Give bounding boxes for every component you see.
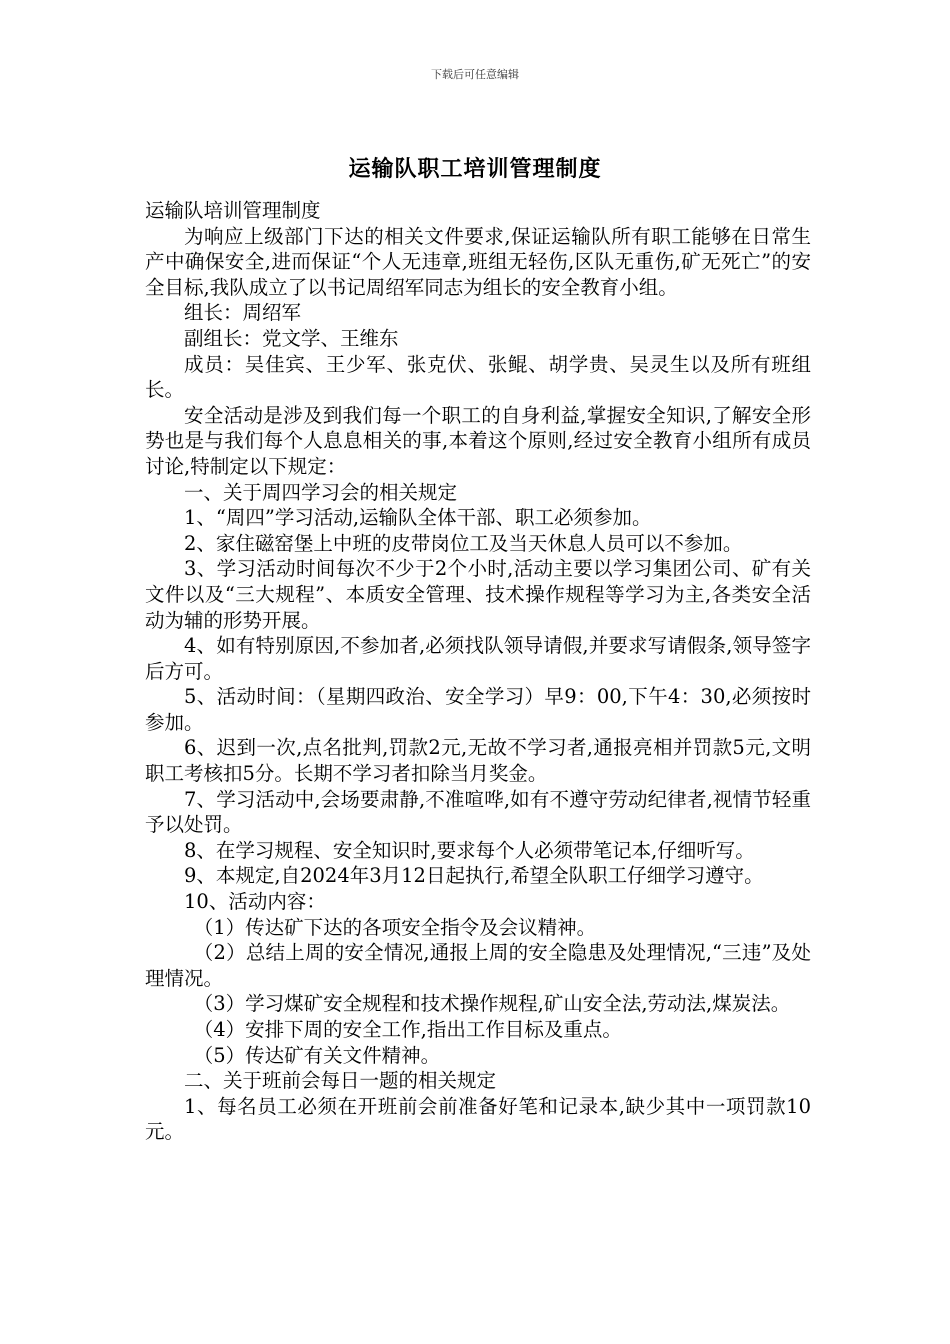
paragraph-deputy-leader: 副组长：党文学、王维东 — [184, 326, 399, 350]
activity-content-5: （5）传达矿有关文件精神。 — [193, 1043, 441, 1067]
rule-item-3: 3、学习活动时间每次不少于2个小时,活动主要以学习集团公司、矿有关文件以及“三大规程”、本质安全管理、技术操作规程等学习为主,各类安全活动为辅的形势开展。 — [145, 557, 811, 632]
rule-item-9: 9、本规定,自2024年3月12日起执行,希望全队职工仔细学习遵守。 — [184, 864, 764, 888]
rule-item-6: 6、迟到一次,点名批判,罚款2元,无故不学习者,通报亮相并罚款5元,文明职工考核扣5分。长期不学习者扣除当月奖金。 — [145, 736, 811, 786]
section-heading-daily-question: 二、关于班前会每日一题的相关规定 — [184, 1069, 497, 1093]
subtitle-line: 运输队培训管理制度 — [145, 199, 321, 222]
rule-item-1: 1、“周四”学习活动,运输队全体干部、职工必须参加。 — [184, 506, 652, 530]
section-heading-thursday: 一、关于周四学习会的相关规定 — [184, 480, 458, 504]
activity-content-2: （2）总结上周的安全情况,通报上周的安全隐患及处理情况,“三违”及处理情况。 — [145, 941, 811, 990]
rule-item-5: 5、活动时间：（星期四政治、安全学习）早9：00,下午4：30,必须按时参加。 — [145, 685, 811, 734]
rule-item-7: 7、学习活动中,会场要肃静,不准喧哗,如有不遵守劳动纪律者,视情节轻重予以处罚。 — [145, 787, 811, 837]
document-body — [145, 198, 811, 1145]
activity-content-4: （4）安排下周的安全工作,指出工作目标及重点。 — [193, 1018, 622, 1041]
rule-item-4: 4、如有特别原因,不参加者,必须找队领导请假,并要求写请假条,领导签字后方可。 — [145, 634, 811, 683]
rule-item-2: 2、家住磁窑堡上中班的皮带岗位工及当天休息人员可以不参加。 — [184, 531, 743, 555]
paragraph-intro: 为响应上级部门下达的相关文件要求,保证运输队所有职工能够在日常生产中确保安全,进而保证“个人无违章,班组无轻伤,区队无重伤,矿无死亡”的安全目标,我队成立了以书记周绍军同志为组长的安全教育小组。 — [145, 224, 811, 299]
paragraph-principle: 安全活动是涉及到我们每一个职工的自身利益,掌握安全知识,了解安全形势也是与我们每个人息息相关的事,本着这个原则,经过安全教育小组所有成员讨论,特制定以下规定： — [145, 403, 811, 478]
paragraph-members: 成员：吴佳宾、王少军、张克伏、张鲲、胡学贵、吴灵生以及所有班组长。 — [145, 352, 811, 402]
daily-rule-item-1: 1、每名员工必须在开班前会前准备好笔和记录本,缺少其中一项罚款10元。 — [145, 1094, 811, 1144]
rule-item-8: 8、在学习规程、安全知识时,要求每个人必须带笔记本,仔细听写。 — [184, 838, 755, 862]
activity-content-1: （1）传达矿下达的各项安全指令及会议精神。 — [193, 915, 597, 939]
activity-content-3: （3）学习煤矿安全规程和技术操作规程,矿山安全法,劳动法,煤炭法。 — [193, 992, 791, 1016]
document-title: 运输队职工培训管理制度 — [348, 156, 602, 182]
paragraph-leader: 组长：周绍军 — [184, 301, 302, 325]
header-note: 下载后可任意编辑 — [431, 68, 519, 81]
rule-item-10: 10、活动内容： — [184, 890, 326, 914]
